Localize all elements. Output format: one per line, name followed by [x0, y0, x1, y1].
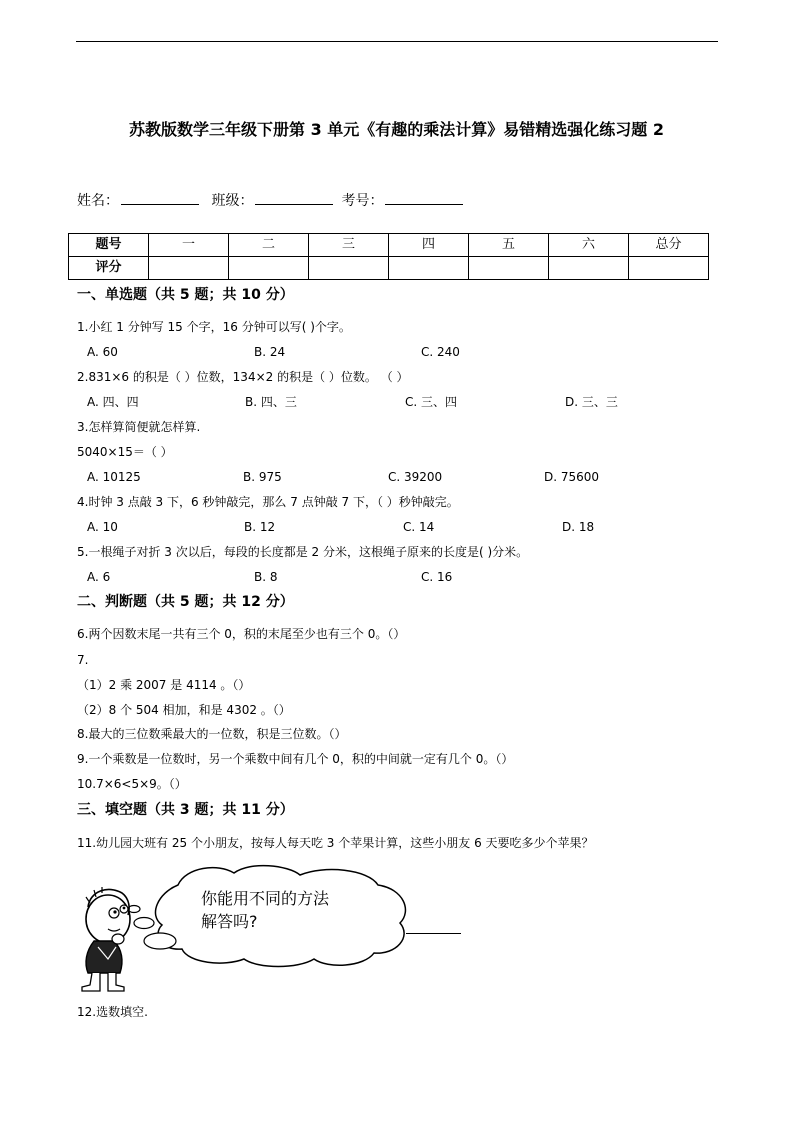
- question-2-option-c[interactable]: C. 三、四: [405, 395, 458, 409]
- score-col-1: 一: [149, 234, 229, 257]
- score-col-3: 三: [309, 234, 389, 257]
- question-9-stem: 9.一个乘数是一位数时，另一个乘数中间有几个 0，积的中间就一定有几个 0。（）: [77, 752, 514, 766]
- score-col-2: 二: [229, 234, 309, 257]
- question-3-expression: 5040×15＝（ ）: [77, 445, 173, 459]
- question-8-stem: 8.最大的三位数乘最大的一位数，积是三位数。（）: [77, 727, 347, 741]
- score-cell[interactable]: [549, 257, 629, 280]
- score-table-header-row: [69, 234, 709, 257]
- question-10-stem: 10.7×6<5×9。（）: [77, 777, 187, 791]
- question-1-option-c[interactable]: C. 240: [421, 345, 460, 359]
- question-1-option-a[interactable]: A. 60: [87, 345, 118, 359]
- question-2-option-a[interactable]: A. 四、四: [87, 395, 139, 409]
- score-table-header-label: 题号: [69, 234, 149, 257]
- page-title: 苏教版数学三年级下册第 3 单元《有趣的乘法计算》易错精选强化练习题 2: [129, 120, 664, 139]
- score-cell[interactable]: [149, 257, 229, 280]
- score-col-5: 五: [469, 234, 549, 257]
- score-cell[interactable]: [629, 257, 709, 280]
- question-11-answer-blank[interactable]: [406, 933, 461, 934]
- question-5-option-a[interactable]: A. 6: [87, 570, 111, 584]
- question-5-option-c[interactable]: C. 16: [421, 570, 453, 584]
- question-3-option-c[interactable]: C. 39200: [388, 470, 443, 484]
- score-cell[interactable]: [469, 257, 549, 280]
- question-12-stem: 12.选数填空.: [77, 1005, 148, 1019]
- score-cell[interactable]: [229, 257, 309, 280]
- question-7-stem: 7.: [77, 653, 89, 667]
- question-2-stem: 2.831×6 的积是（ ）位数，134×2 的积是（ ）位数。 （ ）: [77, 370, 409, 384]
- score-cell[interactable]: [389, 257, 469, 280]
- question-1-option-b[interactable]: B. 24: [254, 345, 286, 359]
- score-col-total: 总分: [629, 234, 709, 257]
- name-blank[interactable]: [121, 190, 199, 205]
- question-5-stem: 5.一根绳子对折 3 次以后，每段的长度都是 2 分米，这根绳子原来的长度是( )分米。: [77, 545, 529, 559]
- question-3-option-d[interactable]: D. 75600: [544, 470, 600, 484]
- score-table-score-row: [69, 257, 709, 280]
- question-4-option-c[interactable]: C. 14: [403, 520, 435, 534]
- question-3-stem: 3.怎样算简便就怎样算.: [77, 420, 201, 434]
- question-4-stem: 4.时钟 3 点敲 3 下，6 秒钟敲完，那么 7 点钟敲 7 下，（ ）秒钟敲完。: [77, 495, 459, 509]
- bubble-text-line-2: 解答吗?: [201, 912, 258, 931]
- name-label: 姓名：: [77, 193, 119, 209]
- question-6-stem: 6.两个因数末尾一共有三个 0，积的末尾至少也有三个 0。（）: [77, 627, 406, 641]
- question-2-option-d[interactable]: D. 三、三: [565, 395, 618, 409]
- score-cell[interactable]: [309, 257, 389, 280]
- class-label: 班级：: [211, 193, 254, 209]
- question-5-option-b[interactable]: B. 8: [254, 570, 278, 584]
- score-col-6: 六: [549, 234, 629, 257]
- section-heading-single-choice: 一、单选题（共 5 题；共 10 分）: [77, 287, 294, 303]
- question-11-stem: 11.幼儿园大班有 25 个小朋友，按每人每天吃 3 个苹果计算，这些小朋友 6 天要吃多少个苹果？: [77, 836, 594, 850]
- student-info-row: [77, 190, 471, 212]
- section-heading-true-false: 二、判断题（共 5 题；共 12 分）: [77, 594, 294, 610]
- question-1-stem: 1.小红 1 分钟写 15 个字，16 分钟可以写( )个字。: [77, 320, 351, 334]
- score-table-row-label: 评分: [69, 257, 149, 280]
- question-3-option-a[interactable]: A. 10125: [87, 470, 141, 484]
- question-7-part-2: （2）8 个 504 相加，和是 4302 。（）: [77, 703, 291, 717]
- section-heading-fill-in: 三、填空题（共 3 题；共 11 分）: [77, 802, 294, 818]
- question-4-option-a[interactable]: A. 10: [87, 520, 118, 534]
- question-4-option-d[interactable]: D. 18: [562, 520, 595, 534]
- score-table: [68, 233, 709, 280]
- question-4-option-b[interactable]: B. 12: [244, 520, 276, 534]
- top-rule: [76, 41, 718, 42]
- question-3-option-b[interactable]: B. 975: [243, 470, 282, 484]
- question-7-part-1: （1）2 乘 2007 是 4114 。（）: [77, 678, 251, 692]
- score-col-4: 四: [389, 234, 469, 257]
- question-2-option-b[interactable]: B. 四、三: [245, 395, 297, 409]
- bubble-text-line-1: 你能用不同的方法: [201, 889, 330, 908]
- id-blank[interactable]: [385, 190, 463, 205]
- id-label: 考号：: [341, 193, 384, 209]
- class-blank[interactable]: [255, 190, 333, 205]
